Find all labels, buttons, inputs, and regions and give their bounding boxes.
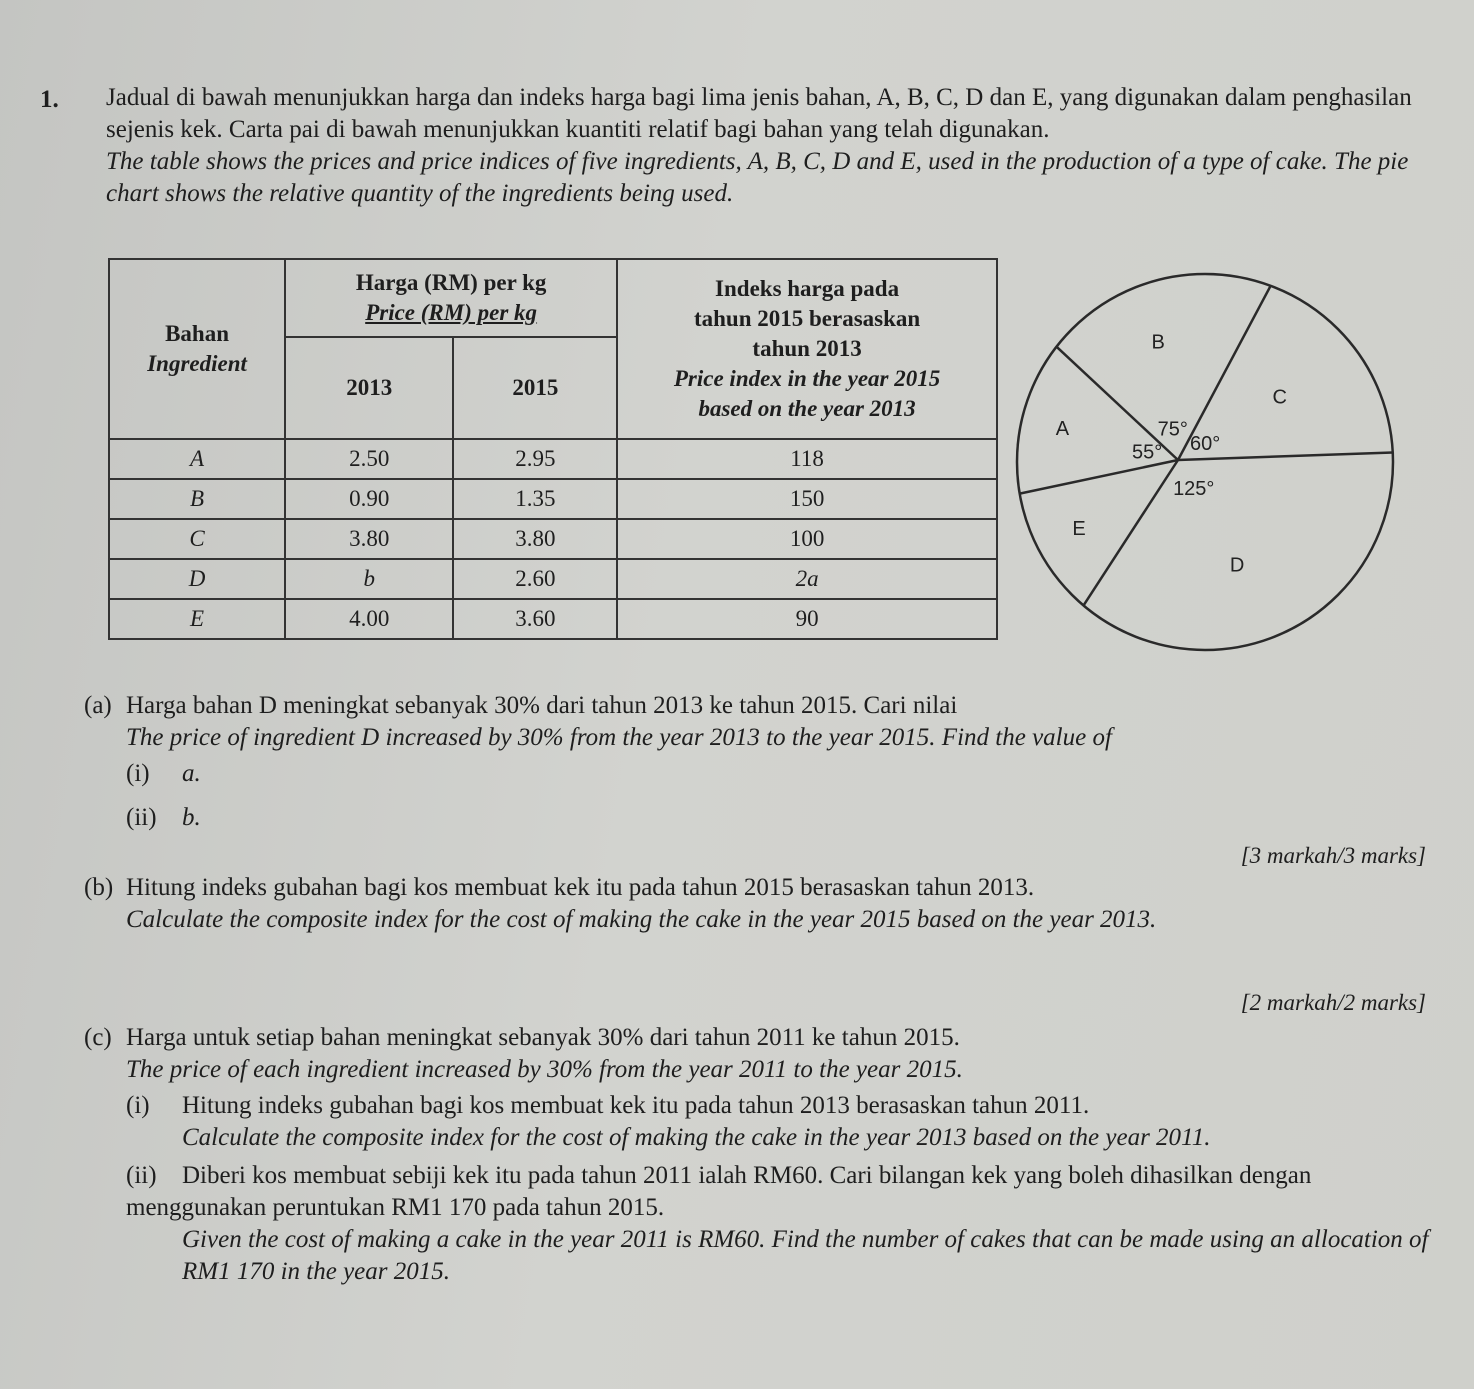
pie-slice-label: E [1072,517,1086,540]
part-b-label: (b) [84,874,114,901]
pie-slice-boundary [1020,460,1178,494]
cell-index: 150 [617,479,997,519]
part-b-malay: Hitung indeks gubahan bagi kos membuat kek itu pada tahun 2015 berasaskan tahun 2013. [126,874,1035,901]
pie-slice-boundary [1084,460,1178,605]
part-a-ii-text: b. [182,804,201,831]
pie-outline [1017,274,1393,650]
cell-price-2013: b [285,559,453,599]
header-ingredient [109,259,285,439]
price-index-table [108,258,998,640]
pie-slice-label: D [1229,554,1245,577]
part-a-marks: [3 markah/3 marks] [1240,843,1426,868]
pie-angle-label: 60° [1190,433,1221,456]
part-a-english: The price of ingredient D increased by 30% from the year 2013 to the year 2015. Find the value of [126,724,1112,751]
header-year-2015: 2015 [453,337,617,439]
header-ingredient-ms: Bahan [165,321,230,346]
table-row [109,599,997,639]
header-index [617,259,997,439]
part-a-ii-label: (ii) [126,804,157,831]
cell-ingredient: B [109,479,285,519]
cell-price-2015: 3.60 [453,599,617,639]
header-ingredient-en: Ingredient [147,351,247,376]
pie-slice-label: C [1272,386,1287,409]
cell-price-2015: 2.95 [453,439,617,479]
cell-ingredient: C [109,519,285,559]
table-row [109,479,997,519]
cell-price-2015: 2.60 [453,559,617,599]
part-c-i-malay: Hitung indeks gubahan bagi kos membuat kek itu pada tahun 2013 berasaskan tahun 2011. [182,1092,1090,1119]
pie-angle-label: 55° [1132,441,1163,464]
header-price-ms: Harga (RM) per kg [355,270,547,295]
part-c-malay: Harga untuk setiap bahan meningkat sebanyak 30% dari tahun 2011 ke tahun 2015. [126,1024,960,1051]
pie-angle-label: 125° [1173,477,1215,500]
pie-angle-label: 75° [1157,418,1188,441]
table-row [109,439,997,479]
cell-price-2013: 3.80 [285,519,453,559]
pie-slice-label: A [1055,417,1070,440]
part-b [84,872,1444,936]
part-c-label: (c) [84,1024,112,1051]
part-a-label: (a) [84,692,112,719]
cell-price-2015: 1.35 [453,479,617,519]
header-index-ms3: tahun 2013 [752,336,862,361]
cell-ingredient: E [109,599,285,639]
cell-index: 2a [617,559,997,599]
part-c-ii-english: Given the cost of making a cake in the year 2011 is RM60. Find the number of cakes that can be made using an allocation of RM1 170 in the year 2015. [182,1226,1429,1285]
intro-malay: Jadual di bawah menunjukkan harga dan indeks harga bagi lima jenis bahan, A, B, C, D dan E, yang digunakan dalam penghasilan sejenis kek. Carta pai di bawah menunjukkan kuantiti relatif bagi bahan yang telah digunakan. [106,84,1412,143]
part-b-english: Calculate the composite index for the cost of making the cake in the year 2015 based on the year 2013. [126,906,1157,933]
header-index-ms2: tahun 2015 berasaskan [693,306,921,331]
part-a-malay: Harga bahan D meningkat sebanyak 30% dari tahun 2013 ke tahun 2015. Cari nilai [126,692,958,719]
header-index-en2: based on the year 2013 [698,396,916,421]
part-a [84,690,1444,834]
cell-index: 100 [617,519,997,559]
header-price-en: Price (RM) per kg [365,300,538,325]
cell-price-2013: 2.50 [285,439,453,479]
header-price [285,259,617,337]
cell-index: 90 [617,599,997,639]
cell-price-2015: 3.80 [453,519,617,559]
part-c-ii-malay: Diberi kos membuat sebiji kek itu pada tahun 2011 ialah RM60. Cari bilangan kek yang boleh dihasilkan dengan menggunakan peruntukan RM1 170 pada tahun 2015. [126,1162,1312,1221]
header-index-ms1: Indeks harga pada [715,276,900,301]
part-c [84,1022,1444,1288]
header-year-2013: 2013 [285,337,453,439]
part-c-ii-label: (ii) [126,1162,157,1189]
question-number: 1. [40,86,59,113]
question-intro [106,82,1426,210]
table-row [109,559,997,599]
part-c-i-english: Calculate the composite index for the cost of making the cake in the year 2013 based on the year 2011. [182,1124,1211,1151]
cell-ingredient: D [109,559,285,599]
table-row [109,519,997,559]
part-b-marks: [2 markah/2 marks] [1240,990,1426,1015]
part-c-english: The price of each ingredient increased by 30% from the year 2011 to the year 2015. [126,1056,963,1083]
pie-slice-label: B [1151,331,1165,354]
cell-price-2013: 0.90 [285,479,453,519]
cell-index: 118 [617,439,997,479]
part-a-i-label: (i) [126,760,150,787]
part-c-i-label: (i) [126,1092,150,1119]
part-a-i-text: a. [182,760,201,787]
cell-price-2013: 4.00 [285,599,453,639]
cell-ingredient: A [109,439,285,479]
ingredient-pie-chart [1000,270,1420,660]
header-index-en1: Price index in the year 2015 [673,366,941,391]
intro-english: The table shows the prices and price indices of five ingredients, A, B, C, D and E, used in the production of a type of cake. The pie chart shows the relative quantity of the ingredients being used. [106,148,1409,207]
